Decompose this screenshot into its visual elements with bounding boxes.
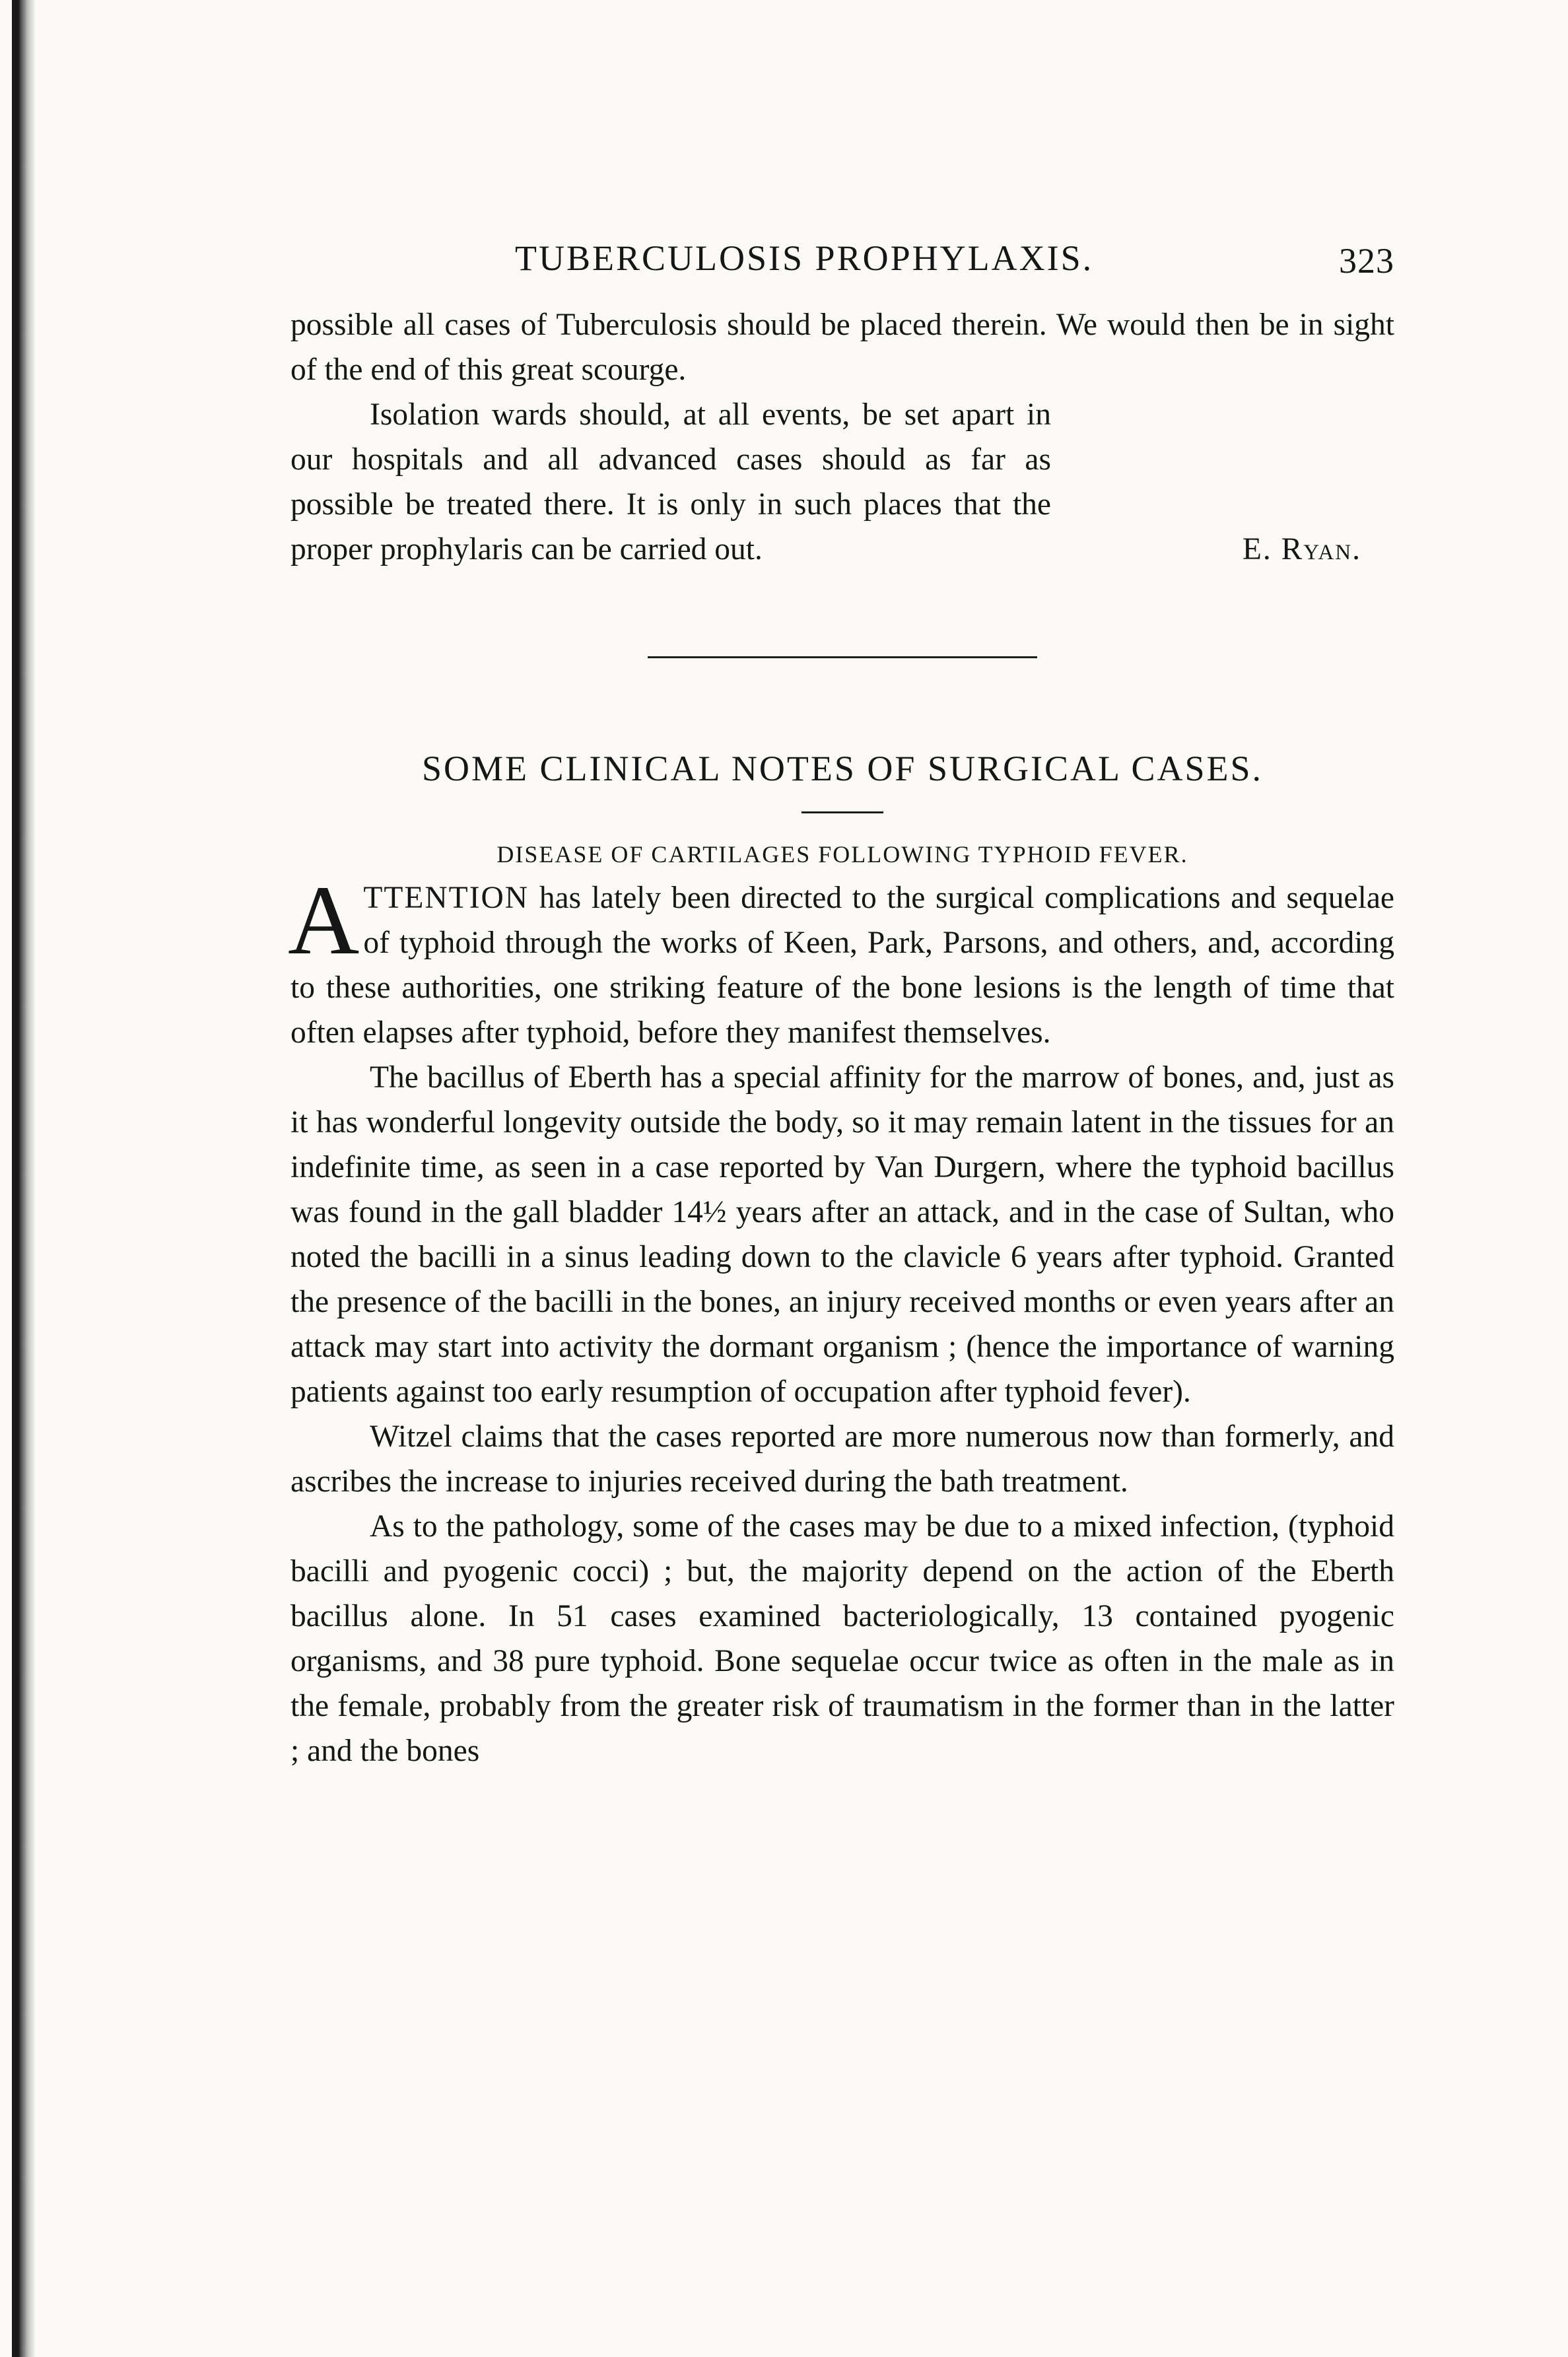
previous-article-paragraph-1: possible all cases of Tuberculosis should be placed therein. We would then be in sight of the end of this great scourge. (290, 308, 1394, 387)
article-separator-rule (648, 656, 1037, 658)
previous-article-paragraph-2: Isolation wards should, at all events, be set apart in our hospitals and all advanced cases should as far as possible be treated there. It is only in such places that the proper prophylaris can be carried out. (290, 397, 1051, 566)
article-paragraph-3: Witzel claims that the cases reported are more numerous now than formerly, and ascribes the increase to injuries received during the bath treatment. (290, 1419, 1394, 1499)
previous-article-closing (290, 392, 1394, 572)
section-heading: DISEASE OF CARTILAGES FOLLOWING TYPHOID FEVER. (496, 841, 1188, 868)
running-head (290, 238, 1394, 297)
article-paragraph-2: The bacillus of Eberth has a special affinity for the marrow of bones, and, just as it has wonderful longevity outside the body, so it may remain latent in the tissues for an indefinite time, as seen in a case reported by Van Durgern, where the typhoid bacillus was found in the gall bladder 14½ years after an attack, and in the case of Sultan, who noted the bacilli in a sinus leading down to the clavicle 6 years after typhoid. Granted the presence of the bacilli in the bones, an injury received months or even years after an attack may start into activity the dormant organism ; (hence the importance of warning patients against too early resumption of occupation after typhoid fever). (290, 1060, 1394, 1409)
article-paragraph-1-rest: has lately been directed to the surgical complications and sequelae of typhoid through the works of Keen, Park, Parsons, and others, and, according to these authorities, one striking feature of the bone lesions is the length of time that often elapses after typhoid, before they manifest themselves. (290, 881, 1394, 1050)
book-page (290, 238, 1394, 1773)
running-head-title: TUBERCULOSIS PROPHYLAXIS. (515, 238, 1094, 278)
title-underline-rule (801, 811, 883, 813)
lead-caps: TTENTION (363, 881, 529, 915)
article-paragraph-1-text (288, 866, 1394, 1055)
article-paragraph-4: As to the pathology, some of the cases may be due to a mixed infection, (typhoid bacilli and pyogenic cocci) ; but, the majority depend on the action of the Eberth bacillus alone. In 51 cases examined bacteriologically, 13 contained pyogenic organisms, and 38 pure typhoid. Bone sequelae occur twice as often in the male as in the female, probably from the greater risk of traumatism in the former than in the latter ; and the bones (290, 1509, 1394, 1768)
author-signature: E. Ryan. (1242, 532, 1361, 566)
drop-cap: A (288, 866, 360, 975)
article-title: SOME CLINICAL NOTES OF SURGICAL CASES. (421, 749, 1264, 788)
scan-binding-edge (12, 0, 36, 2357)
article-paragraph-1 (288, 866, 1394, 1055)
page-number: 323 (1339, 241, 1394, 281)
